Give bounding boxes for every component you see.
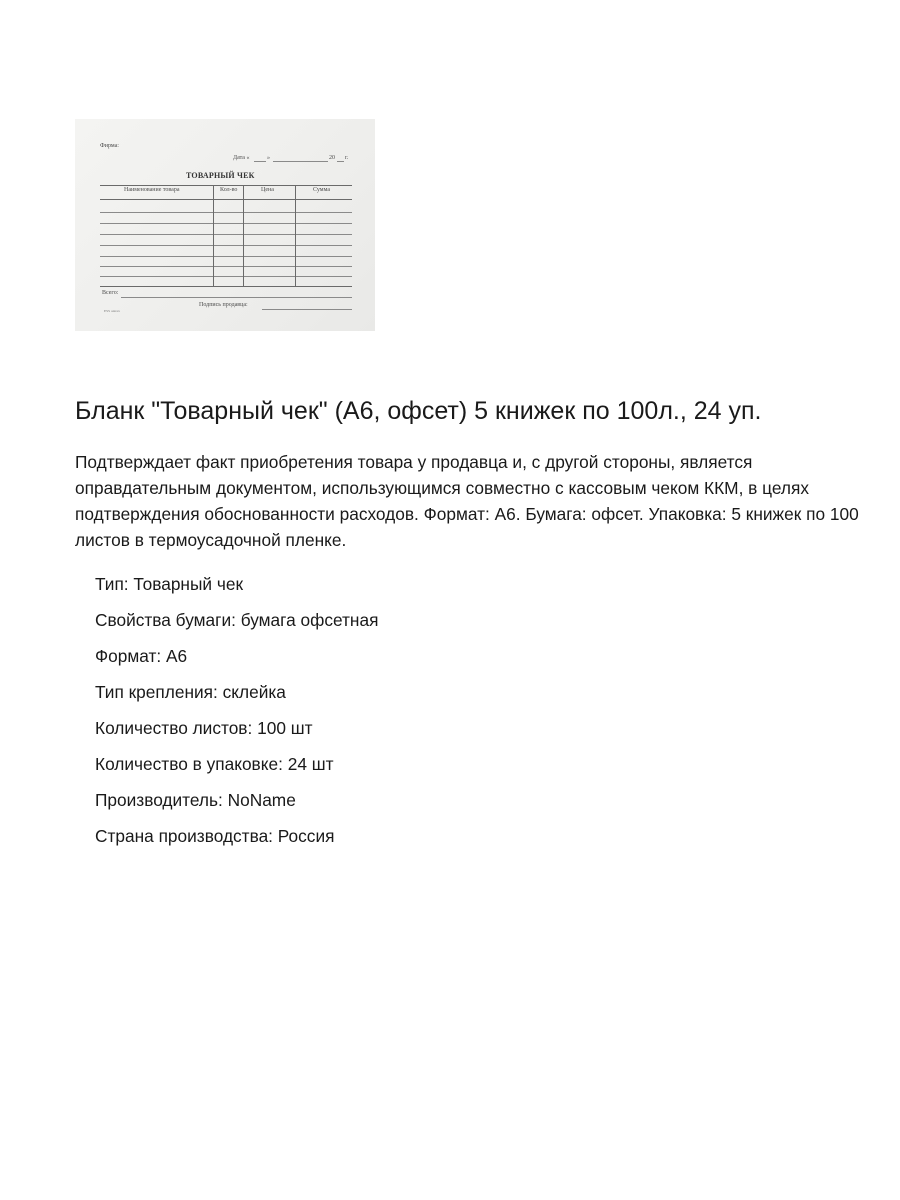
form-table-row-line bbox=[100, 212, 352, 213]
form-table-col-divider bbox=[213, 185, 214, 286]
product-description: Подтверждает факт приобретения товара у продавца и, с другой стороны, является оправдательным документом, использующимся совместно с кассовым чеком ККМ, в целях подтверждения обоснованности расходов. Формат: А6. Бумага: офсет. Упаковка: 5 книжек по 100 листов в термоусадочной пленке. bbox=[75, 452, 859, 550]
form-col-sum: Сумма bbox=[313, 187, 330, 193]
spec-country: Страна производства: Россия bbox=[95, 826, 335, 846]
form-table-col-divider bbox=[243, 185, 244, 286]
product-title: Бланк "Товарный чек" (А6, офсет) 5 книжек по 100л., 24 уп. bbox=[75, 397, 762, 425]
spec-binding: Тип крепления: склейка bbox=[95, 682, 286, 702]
form-title: ТОВАРНЫЙ ЧЕК bbox=[186, 171, 255, 180]
product-specs-list bbox=[95, 571, 378, 859]
form-table-row-line bbox=[100, 276, 352, 277]
form-date-month-line bbox=[273, 161, 328, 162]
form-footer-code: ESS ontrax bbox=[104, 309, 120, 313]
form-table-row-line bbox=[100, 245, 352, 246]
product-image bbox=[75, 119, 375, 331]
form-date-suffix: г. bbox=[345, 155, 349, 161]
spec-sheets: Количество листов: 100 шт bbox=[95, 718, 313, 738]
form-col-name: Наименование товара bbox=[124, 187, 180, 193]
form-table-col-divider bbox=[295, 185, 296, 286]
form-date-mid: » bbox=[267, 155, 270, 161]
spec-manufacturer: Производитель: NoName bbox=[95, 790, 296, 810]
spec-format: Формат: А6 bbox=[95, 646, 188, 666]
form-date-day-line bbox=[254, 161, 266, 162]
form-firm-label: Фирма: bbox=[100, 143, 119, 149]
form-total-label: Всего: bbox=[102, 290, 119, 296]
form-table-top-border bbox=[100, 185, 352, 186]
form-table-row-line bbox=[100, 199, 352, 200]
receipt-form-illustration bbox=[75, 119, 375, 331]
form-signature-label: Подпись продавца: bbox=[199, 302, 248, 308]
form-table-row-line bbox=[100, 266, 352, 267]
form-table-row-line bbox=[100, 223, 352, 224]
form-total-line bbox=[121, 297, 352, 298]
form-date-year: 20 bbox=[329, 155, 335, 161]
form-date-label: Дата « bbox=[233, 155, 250, 161]
form-table-row-line bbox=[100, 256, 352, 257]
form-table-bottom-border bbox=[100, 286, 352, 287]
form-col-qty: Кол-во bbox=[220, 187, 238, 193]
form-signature-line bbox=[262, 309, 352, 310]
spec-paper: Свойства бумаги: бумага офсетная bbox=[95, 610, 379, 630]
spec-pack-qty: Количество в упаковке: 24 шт bbox=[95, 754, 334, 774]
form-col-price: Цена bbox=[261, 187, 274, 193]
form-table-row-line bbox=[100, 234, 352, 235]
spec-type: Тип: Товарный чек bbox=[95, 574, 244, 594]
form-date-year-line bbox=[337, 161, 344, 162]
